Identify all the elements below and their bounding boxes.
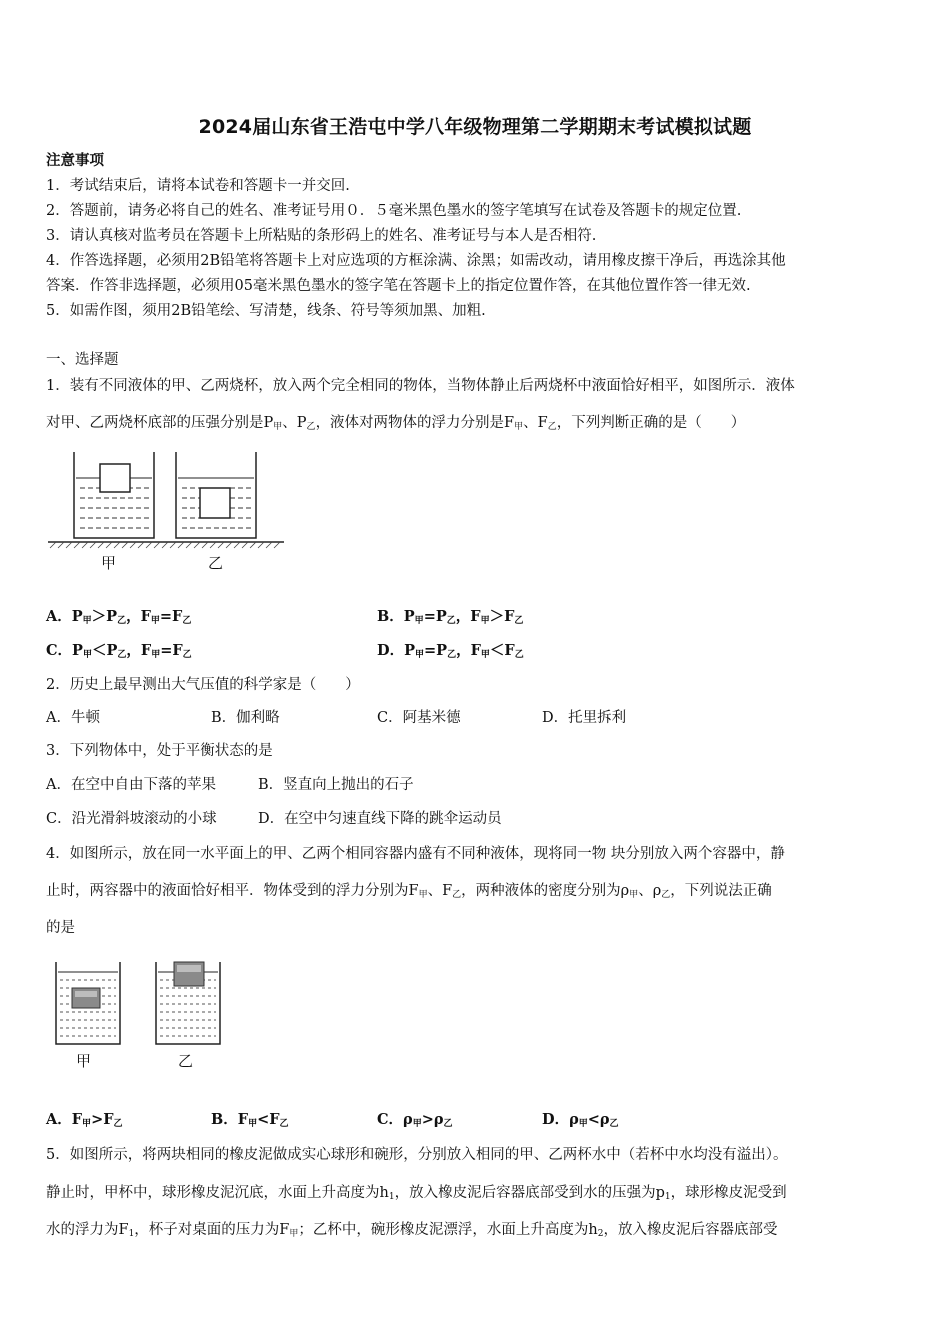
notice-item-4-cont: 答案．作答非选择题，必须用05毫米黑色墨水的签字笔在答题卡上的指定位置作答，在其他位置作答一律无效. [46,278,751,294]
q1-option-d[interactable]: D．$P_甲=P_乙$，$F_甲<F_乙$ [377,642,524,660]
q3-option-b[interactable]: B．竖直向上抛出的石子 [258,777,414,793]
q3-option-c[interactable]: C．沿光滑斜坡滚动的小球 [46,811,217,827]
q5-stem-line3: 水的浮力为$F_1$，杯子对桌面的压力为$F_甲$；乙杯中，碗形橡皮泥漂浮，水面上升高度为$h_2$，放入橡皮泥后容器底部受 [46,1222,778,1239]
q4-label-yi: 乙 [178,1052,194,1070]
q4-containers-figure [50,958,230,1048]
q1-beakers-figure [46,446,286,556]
notice-item-2: 2．答题前，请务必将自己的姓名、准考证号用０．５毫米黑色墨水的签字笔填写在试卷及答题卡的规定位置. [46,203,742,219]
q3-option-a[interactable]: A．在空中自由下落的苹果 [46,777,216,793]
notice-heading: 注意事项 [46,152,104,169]
q4-stem-line3: 的是 [46,920,75,936]
q2-option-d[interactable]: D．托里拆利 [542,710,627,726]
q4-option-d[interactable]: D．$\rho_甲<\rho_乙$ [542,1111,619,1129]
q4-option-b[interactable]: B．$F_甲<F_乙$ [211,1111,289,1129]
notice-item-1: 1．考试结束后，请将本试卷和答题卡一并交回. [46,178,350,194]
notice-item-4: 4．作答选择题，必须用2B铅笔将答题卡上对应选项的方框涂满、涂黑；如需改动，请用橡皮擦干净后，再选涂其他 [46,253,786,269]
q5-stem-line1: 5．如图所示，将两块相同的橡皮泥做成实心球形和碗形，分别放入相同的甲、乙两杯水中（若杯中水均没有溢出）。 [46,1147,788,1163]
q1-label-jia: 甲 [101,554,117,572]
q1-option-a[interactable]: A．$P_甲>P_乙$，$F_甲=F_乙$ [46,608,192,626]
q3-option-d[interactable]: D．在空中匀速直线下降的跳伞运动员 [258,811,502,827]
q1-label-yi: 乙 [208,554,224,572]
q2-option-b[interactable]: B．伽利略 [211,710,280,726]
page-title: 2024届山东省王浩屯中学八年级物理第二学期期末考试模拟试题 [198,116,752,138]
q2-option-a[interactable]: A．牛顿 [46,710,100,726]
q4-stem-line1: 4．如图所示，放在同一水平面上的甲、乙两个相同容器内盛有不同种液体，现将同一物 块分别放入两个容器中，静 [46,846,785,862]
q5-stem-line2: 静止时，甲杯中，球形橡皮泥沉底，水面上升高度为$h_1$，放入橡皮泥后容器底部受到水的压强为$p_1$，球形橡皮泥受到 [46,1185,787,1202]
q1-stem-line2: 对甲、乙两烧杯底部的压强分别是$P_甲$、$P_乙$，液体对两物体的浮力分别是$F_甲$、$F_乙$，下列判断正确的是（ ） [46,415,746,432]
q4-option-c[interactable]: C．$\rho_甲>\rho_乙$ [377,1111,453,1129]
q1-option-b[interactable]: B．$P_甲=P_乙$，$F_甲>F_乙$ [377,608,524,626]
q3-stem: 3．下列物体中，处于平衡状态的是 [46,743,273,759]
notice-item-3: 3．请认真核对监考员在答题卡上所粘贴的条形码上的姓名、准考证号与本人是否相符. [46,228,597,244]
q4-label-jia: 甲 [76,1052,92,1070]
q1-stem-line1: 1．装有不同液体的甲、乙两烧杯，放入两个完全相同的物体，当物体静止后两烧杯中液面恰好相平，如图所示．液体 [46,378,795,394]
q2-stem: 2．历史上最早测出大气压值的科学家是（ ） [46,677,360,693]
q2-option-c[interactable]: C．阿基米德 [377,710,461,726]
notice-item-5: 5．如需作图，须用2B铅笔绘、写清楚，线条、符号等须加黑、加粗. [46,303,486,319]
q1-option-c[interactable]: C．$P_甲<P_乙$，$F_甲=F_乙$ [46,642,192,660]
q4-option-a[interactable]: A．$F_甲>F_乙$ [46,1111,123,1129]
section-heading: 一、选择题 [46,352,119,368]
q4-stem-line2: 止时，两容器中的液面恰好相平．物体受到的浮力分别为$F_甲$、$F_乙$，两种液体的密度分别为$\rho_甲$、$\rho_乙$，下列说法正确 [46,883,772,900]
